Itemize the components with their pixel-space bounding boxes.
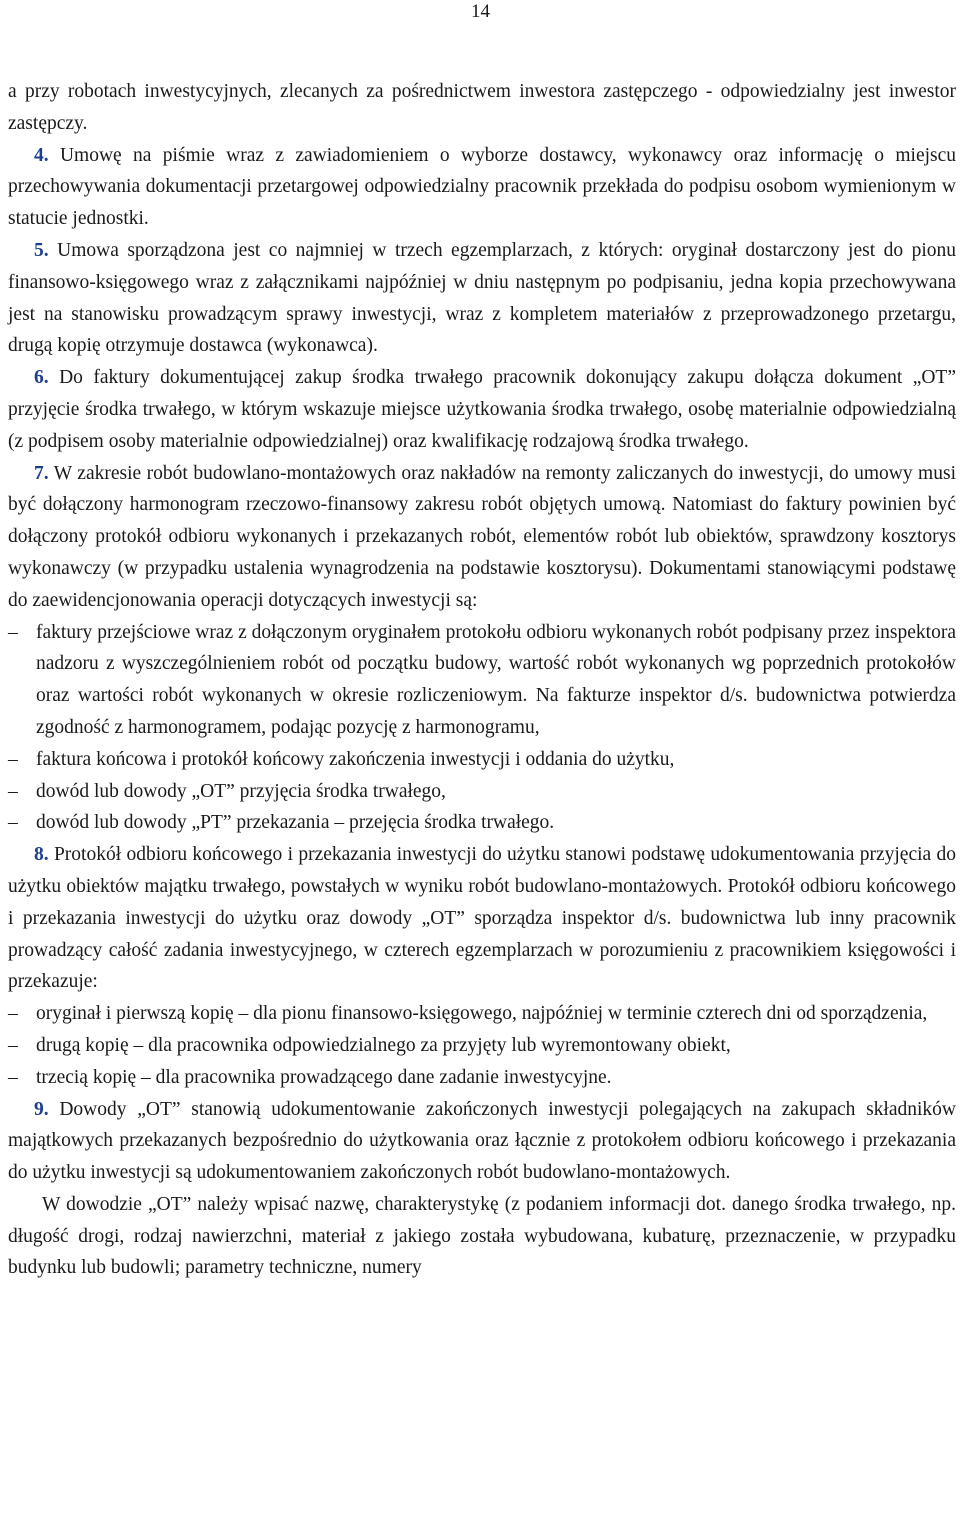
paragraph-intro: a przy robotach inwestycyjnych, zlecanych za pośrednictwem inwestora zastępczego - odpowiedzialny jest inwestor zastępczy. [8, 81, 956, 134]
paragraph-text: Umowa sporządzona jest co najmniej w trzech egzemplarzach, z których: oryginał dostarczony jest do pionu finansowo-księgowego wraz z załącznikami najpóźniej w dniu następnym po podpisaniu, jedna kopia przechowywana jest na stanowisku prowadzącym sprawy inwestycji, wraz z kompletem materiałów z przeprowadzonego przetargu, drugą kopię otrzymuje dostawca (wykonawca). [8, 239, 956, 357]
paragraph-text: Do faktury dokumentującej zakup środka trwałego pracownik dokonujący zakupu dołącza dokument „OT” przyjęcie środka trwałego, w którym wskazuje miejsce użytkowania środka trwałego, osobę materialnie odpowiedzialną (z podpisem osoby materialnie odpowiedzialnej) oraz kwalifikację rodzajową środka trwałego. [8, 367, 956, 452]
list-item [8, 998, 956, 1030]
paragraph-number: 4. [34, 144, 49, 166]
list-item [8, 807, 956, 839]
page-number: 14 [471, 1, 490, 22]
list-item [8, 1030, 956, 1062]
paragraph-text: Dowody „OT” stanowią udokumentowanie zakończonych inwestycji polegających na zakupach składników majątkowych przekazanych bezpośrednio do użytkowania oraz łącznie z protokołem odbioru końcowego i przekazania do użytku inwestycji są udokumentowaniem zakończonych robót budowlano-montażowych. [8, 1098, 957, 1184]
list-item-text: oryginał i pierwszą kopię – dla pionu finansowo-księgowego, najpóźniej w terminie czterech dni od sporządzenia, [36, 1003, 928, 1025]
paragraph-number: 6. [34, 367, 49, 389]
paragraph-8-list [8, 998, 956, 1093]
paragraph-ot: W dowodzie „OT” należy wpisać nazwę, charakterystykę (z podaniem informacji dot. danego środka trwałego, np. długość drogi, rodzaj nawierzchni, materiał z jakiego została wybudowana, kubaturę, przeznaczenie, w przypadku budynku lub budowli; parametry techniczne, numery [8, 1193, 956, 1279]
paragraph-number: 9. [34, 1098, 49, 1120]
list-item-text: dowód lub dowody „PT” przekazania – przejęcia środka trwałego. [36, 812, 555, 834]
paragraph-number: 7. [34, 462, 49, 484]
paragraph-4 [8, 140, 956, 235]
paragraph-7-list [8, 617, 956, 840]
dash-icon [8, 807, 32, 839]
list-item [8, 744, 956, 776]
paragraph-number: 5. [34, 239, 49, 261]
list-item [8, 617, 956, 744]
dash-icon [8, 776, 32, 808]
list-item [8, 1062, 956, 1094]
paragraph-9 [8, 1094, 956, 1189]
dash-icon [8, 998, 32, 1030]
list-item-text: drugą kopię – dla pracownika odpowiedzialnego za przyjęty lub wyremontowany obiekt, [36, 1034, 731, 1056]
paragraph-5 [8, 235, 956, 362]
paragraph-7 [8, 458, 956, 617]
dash-icon [8, 744, 32, 776]
paragraph-text: Umowę na piśmie wraz z zawiadomieniem o wyborze dostawcy, wykonawcy oraz informację o miejscu przechowywania dokumentacji przetargowej odpowiedzialny pracownik przekłada do podpisu osobom wymienionym w statucie jednostki. [8, 144, 957, 230]
list-item-text: faktury przejściowe wraz z dołączonym oryginałem protokołu odbioru wykonanych robót podpisany przez inspektora nadzoru z wyszczególnieniem robót od początku budowy, wartość robót wykonanych wg poprzednich protokołów oraz wartości robót wykonanych w okresie rozliczeniowym. Na fakturze inspektor d/s. budownictwa potwierdza zgodność z harmonogramem, podając pozycję z harmonogramu, [36, 621, 956, 738]
paragraph-8 [8, 839, 956, 998]
list-item [8, 776, 956, 808]
list-item-text: trzecią kopię – dla pracownika prowadzącego dane zadanie inwestycyjne. [36, 1066, 612, 1088]
document-body [8, 76, 956, 1284]
paragraph-text: Protokół odbioru końcowego i przekazania inwestycji do użytku stanowi podstawę udokumentowania przyjęcia do użytku obiektów majątku trwałego, powstałych w wyniku robót budowlano-montażowych. Protokół odbioru końcowego i przekazania inwestycji do użytku oraz dowody „OT” sporządza inspektor d/s. budownictwa lub inny pracownik prowadzący całość zadania inwestycyjnego, w czterech egzemplarzach w porozumieniu z pracownikiem księgowości i przekazuje: [8, 844, 957, 993]
paragraph-text: W zakresie robót budowlano-montażowych oraz nakładów na remonty zaliczanych do inwestycji, do umowy musi być dołączony harmonogram rzeczowo-finansowy zakresu robót objętych umową. Natomiast do faktury powinien być dołączony protokół odbioru wykonanych i przekazanych robót, elementów robót lub obiektów, sprawdzony kosztorys wykonawczy (w przypadku ustalenia wynagrodzenia na podstawie kosztorysu). Dokumentami stanowiącymi podstawę do zaewidencjonowania operacji dotyczących inwestycji są: [8, 462, 956, 611]
paragraph-number: 8. [34, 844, 49, 866]
list-item-text: faktura końcowa i protokół końcowy zakończenia inwestycji i oddania do użytku, [36, 748, 675, 770]
dash-icon [8, 1030, 32, 1062]
dash-icon [8, 1062, 32, 1094]
dash-icon [8, 617, 32, 649]
paragraph-6 [8, 362, 956, 457]
list-item-text: dowód lub dowody „OT” przyjęcia środka trwałego, [36, 780, 446, 802]
